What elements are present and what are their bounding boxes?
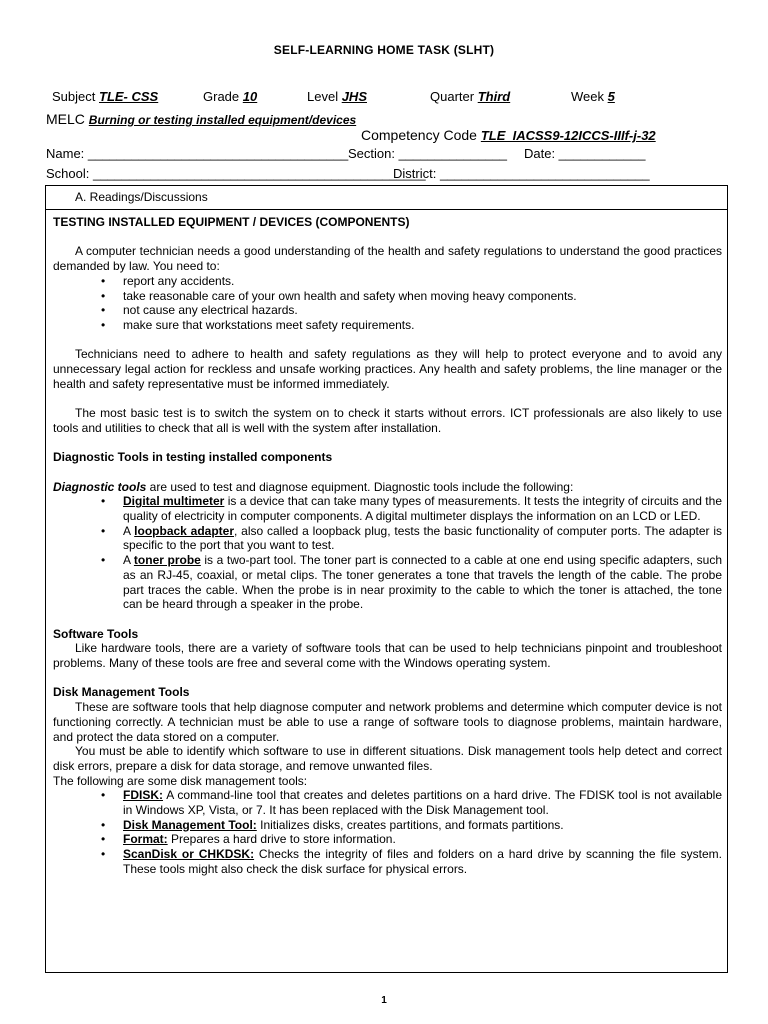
list-item: • Format: Prepares a hard drive to store information. <box>123 832 722 847</box>
tool-term: FDISK: <box>123 788 163 803</box>
level-value: JHS <box>341 89 367 104</box>
list-item: • Disk Management Tool: Initializes disks, creates partitions, and formats partitions. <box>123 818 722 833</box>
basic-test-paragraph: The most basic test is to switch the system on to check it starts without errors. ICT professionals are also likely to use tools and utilities to check that all is well with the system after installation. <box>53 406 722 435</box>
disk-paragraph-2: You must be able to identify which software to use in different situations. Disk management tools help detect and correct disk errors, prepare a disk for data storage, and remove unwanted files. <box>53 744 722 773</box>
subject-label: Subject <box>52 89 96 104</box>
name-line: Name: ____________________________________ <box>46 146 349 161</box>
diagnostic-heading: Diagnostic Tools in testing installed components <box>53 450 333 465</box>
diagnostic-term: Diagnostic tools <box>53 479 147 494</box>
quarter-field <box>430 89 510 104</box>
quarter-value: Third <box>477 89 511 104</box>
list-item: • A toner probe is a two-part tool. The toner part is connected to a cable at one end using specific adapters, such as an RJ-45, coaxial, or metal clips. The toner generates a tone that travels the length of the cable. The probe part traces the cable. When the probe is in near proximity to the cable to which the toner is attached, the tone can be heard through a speaker in the probe. <box>123 553 722 612</box>
list-item: • ScanDisk or CHKDSK: Checks the integrity of files and folders on a hard drive by scanning the file system. These tools might also check the disk surface for physical errors. <box>123 847 722 876</box>
competency-field <box>361 127 656 143</box>
disk-tools-list <box>53 788 722 876</box>
diagnostic-intro <box>53 480 722 495</box>
lesson-heading: TESTING INSTALLED EQUIPMENT / DEVICES (COMPONENTS) <box>53 215 410 229</box>
melc-field <box>46 111 356 127</box>
diagnostic-tools-list <box>53 494 722 612</box>
quarter-label: Quarter <box>430 89 475 104</box>
melc-value: Burning or testing installed equipment/devices <box>88 113 357 127</box>
readings-box <box>45 185 728 973</box>
software-paragraph: Like hardware tools, there are a variety of software tools that can be used to help technicians pinpoint and troubleshoot problems. Many of these tools are free and several come with the Windows operating system. <box>53 641 722 670</box>
list-item: • not cause any electrical hazards. <box>123 303 722 318</box>
diagnostic-intro-text: are used to test and diagnose equipment. Diagnostic tools include the following: <box>146 479 574 494</box>
list-item: • Digital multimeter is a device that can take many types of measurements. It tests the integrity of circuits and the quality of electricity in computer components. A digital multimeter displays the information on an LCD or LED. <box>123 494 722 523</box>
list-item: • report any accidents. <box>123 274 722 289</box>
tool-term: toner probe <box>133 553 201 568</box>
tool-term: Format: <box>123 832 168 847</box>
list-item: • FDISK: A command-line tool that creates and deletes partitions on a hard drive. The FDISK tool is not available in Windows XP, Vista, or 7. It has been replaced with the Disk Management tool. <box>123 788 722 817</box>
week-field <box>571 89 615 104</box>
section-line: Section: _______________ <box>348 146 508 161</box>
disk-paragraph-1: These are software tools that help diagnose computer and network problems and determine which computer device is not functioning correctly. A technician must be able to use a range of software tools to diagnose problems, maintain hardware, and protect the data stored on a computer. <box>53 700 722 744</box>
competency-value: TLE_IACSS9-12ICCS-IIIf-j-32 <box>480 128 656 143</box>
tool-term: loopback adapter <box>134 523 235 538</box>
list-item: • make sure that workstations meet safety requirements. <box>123 318 722 333</box>
duties-list <box>53 274 722 333</box>
tool-term: Disk Management Tool: <box>123 817 257 832</box>
disk-heading: Disk Management Tools <box>53 685 190 700</box>
grade-value: 10 <box>242 89 258 104</box>
level-field <box>307 89 367 104</box>
district-line: District: _____________________________ <box>393 166 650 181</box>
list-item: • A loopback adapter, also called a loopback plug, tests the basic functionality of computer ports. The adapter is specific to the port that you want to test. <box>123 524 722 553</box>
regulations-paragraph: Technicians need to adhere to health and safety regulations as they will help to protect everyone and to avoid any unnecessary legal action for reckless and unsafe working practices. Any health and safety problems, the line manager or the health and safety representative must be informed immediately. <box>53 347 722 391</box>
competency-label: Competency Code <box>361 127 477 143</box>
page-number: 1 <box>381 995 387 1006</box>
date-line: Date: ____________ <box>524 146 646 161</box>
week-value: 5 <box>607 89 615 104</box>
school-line: School: ______________________________________________ <box>46 166 426 181</box>
subject-value: TLE- CSS <box>99 89 159 104</box>
readings-row <box>46 186 727 210</box>
week-label: Week <box>571 89 604 104</box>
grade-field <box>203 89 257 104</box>
disk-paragraph-3: The following are some disk management tools: <box>53 773 308 788</box>
level-label: Level <box>307 89 339 104</box>
software-heading: Software Tools <box>53 626 139 641</box>
list-item: • take reasonable care of your own health and safety when moving heavy components. <box>123 289 722 304</box>
subject-field <box>52 89 158 104</box>
tool-term: ScanDisk or CHKDSK: <box>123 847 255 862</box>
readings-label: A. Readings/Discussions <box>75 190 208 204</box>
lesson-content <box>53 215 722 877</box>
melc-label: MELC <box>46 111 85 127</box>
document-title: SELF-LEARNING HOME TASK (SLHT) <box>273 43 495 57</box>
tool-term: Digital multimeter <box>123 494 225 509</box>
intro-paragraph: A computer technician needs a good understanding of the health and safety regulations to understand the good practices demanded by law. You need to: <box>53 244 722 274</box>
grade-label: Grade <box>203 89 240 104</box>
